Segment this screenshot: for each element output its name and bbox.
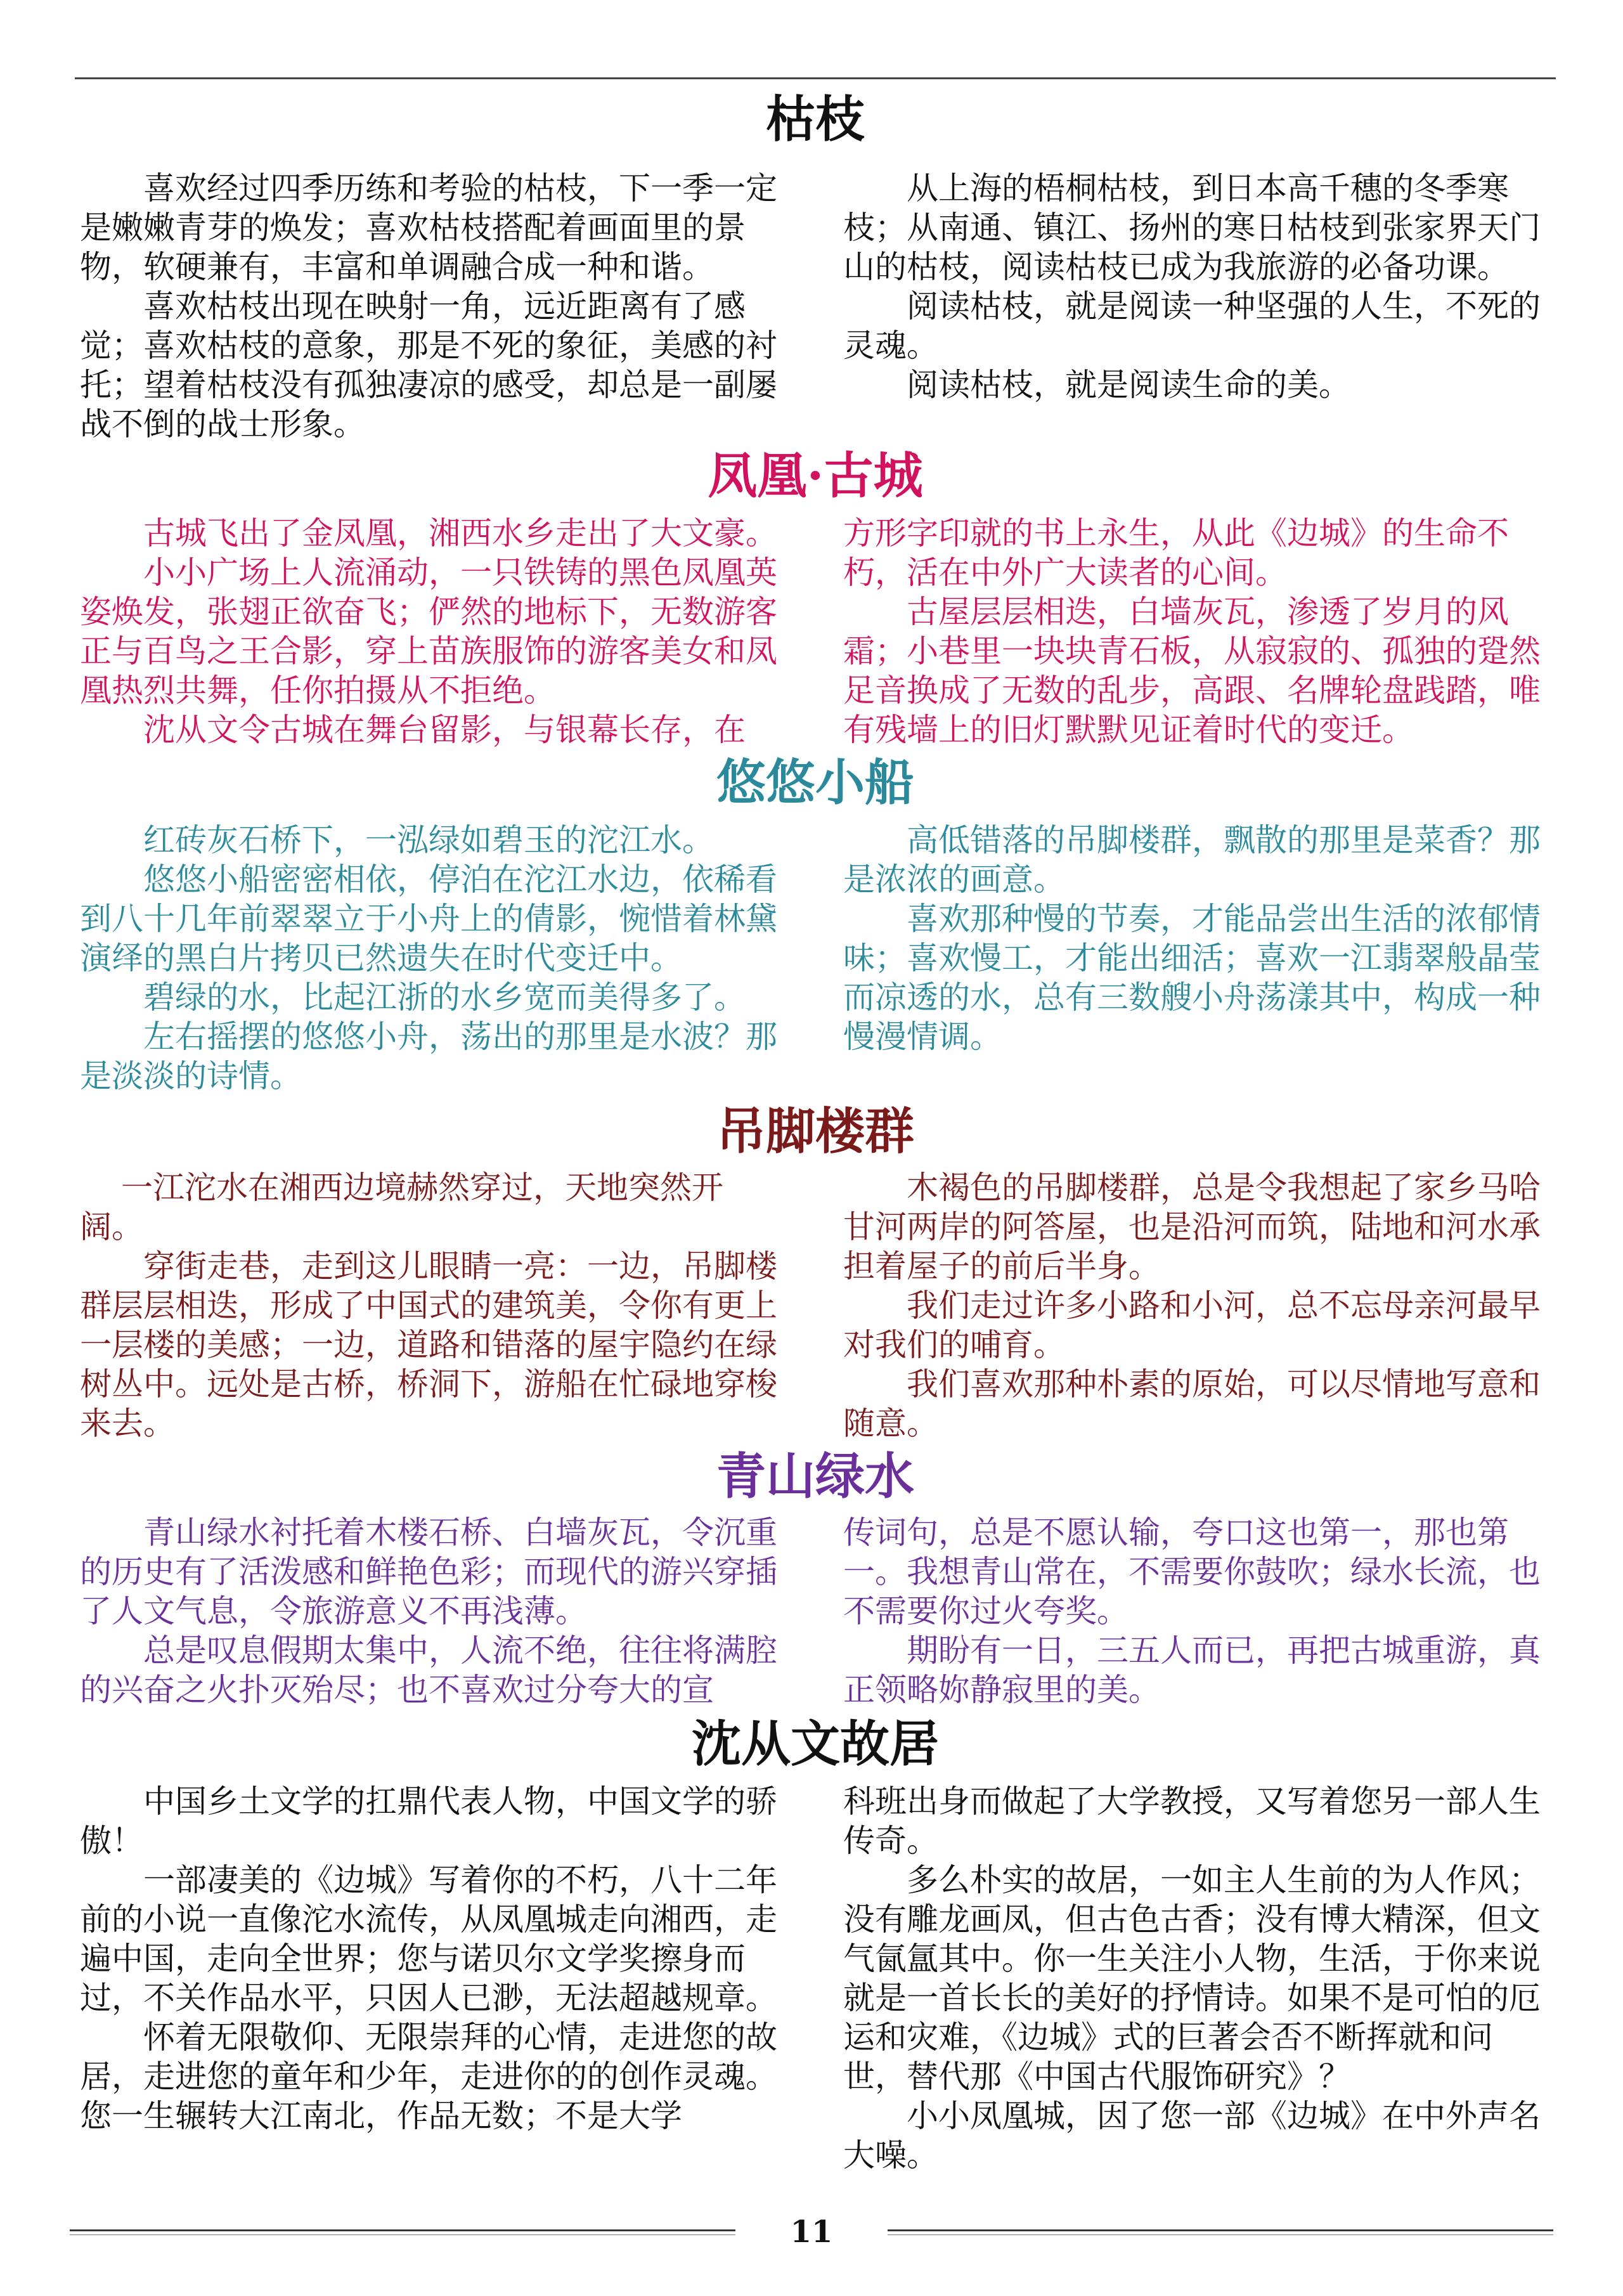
- section-title: 枯枝: [765, 91, 865, 148]
- paragraph: 科班出身而做起了大学教授，又写着您另一部人生传奇。: [843, 1783, 1541, 1859]
- section-diaojiao: [75, 1103, 1556, 1450]
- section-title: 吊脚楼群: [716, 1103, 914, 1160]
- paragraph: 悠悠小船密密相依，停泊在沱江水边，依稀看到八十几年前翠翠立于小舟上的倩影，惋惜着林黛演绎的黑白片拷贝已然遗失在时代变迁中。: [80, 861, 777, 976]
- paragraph: 左右摇摆的悠悠小舟，荡出的那里是水波？那是淡淡的诗情。: [80, 1018, 777, 1094]
- paragraph: 多么朴实的故居，一如主人生前的为人作风；没有雕龙画凤，但古色古香；没有博大精深，但文气氤氲其中。你一生关注小人物，生活，于你来说就是一首长长的美好的抒情诗。如果不是可怕的厄运和灾难，《边城》式的巨著会否不断挥就和问世，替代那《中国古代服饰研究》？: [843, 1862, 1541, 2095]
- right-column: [843, 820, 1541, 1056]
- paragraph: 高低错落的吊脚楼群，飘散的那里是菜香？那是浓浓的画意。: [843, 822, 1541, 898]
- paragraph: 喜欢枯枝出现在映射一角，远近距离有了感觉；喜欢枯枝的意象，那是不死的象征，美感的衬托；望着枯枝没有孤独凄凉的感受，却总是一副屡战不倒的战士形象。: [80, 288, 777, 443]
- paragraph: 阅读枯枝，就是阅读一种坚强的人生，不死的灵魂。: [843, 288, 1541, 364]
- paragraph: 一部凄美的《边城》写着你的不朽，八十二年前的小说一直像沱水流传，从凤凰城走向湘西，走遍中国，走向全世界；您与诺贝尔文学奖擦身而过，不关作品水平，只因人已渺，无法超越规章。: [80, 1862, 777, 2016]
- footer-rule-right: [888, 2229, 1553, 2231]
- left-column: [80, 1513, 777, 1709]
- paragraph: 青山绿水衬托着木楼石桥、白墙灰瓦，令沉重的历史有了活泼感和鲜艳色彩；而现代的游兴穿插了人文气息，令旅游意义不再浅薄。: [80, 1514, 777, 1630]
- paragraph: 古城飞出了金凤凰，湘西水乡走出了大文豪。: [143, 515, 777, 552]
- paragraph: 喜欢经过四季历练和考验的枯枝，下一季一定是嫩嫩青芽的焕发；喜欢枯枝搭配着画面里的景物，软硬兼有，丰富和单调融合成一种和谐。: [80, 170, 777, 285]
- right-column: [843, 169, 1541, 405]
- left-column: [80, 514, 777, 749]
- section-qingshan: [75, 1448, 1556, 1718]
- top-divider: [75, 77, 1556, 79]
- right-column: [843, 514, 1541, 749]
- paragraph: 阅读枯枝，就是阅读生命的美。: [907, 366, 1350, 403]
- section-shencongwen: [75, 1715, 1556, 2202]
- section-youyou: [75, 754, 1556, 1101]
- section-title: 悠悠小船: [716, 754, 914, 812]
- paragraph: 古屋层层相迭，白墙灰瓦，渗透了岁月的风霜；小巷里一块块青石板，从寂寂的、孤独的跫然足音换成了无数的乱步，高跟、名牌轮盘践踏，唯有残墙上的旧灯默默见证着时代的变迁。: [843, 593, 1541, 748]
- paragraph: 中国乡土文学的扛鼎代表人物，中国文学的骄傲！: [80, 1783, 777, 1859]
- left-column: [80, 169, 777, 444]
- paragraph: 木褐色的吊脚楼群，总是令我想起了家乡马哈甘河两岸的阿答屋，也是沿河而筑，陆地和河水承担着屋子的前后半身。: [843, 1169, 1541, 1285]
- section-fenghuang: [75, 447, 1556, 749]
- right-column: [843, 1168, 1541, 1443]
- right-column: [843, 1782, 1541, 2175]
- section-title: 沈从文故居: [691, 1715, 939, 1773]
- paragraph: 喜欢那种慢的节奏，才能品尝出生活的浓郁情味；喜欢慢工，才能出细活；喜欢一江翡翠般晶莹而凉透的水，总有三数艘小舟荡漾其中，构成一种慢漫情调。: [843, 900, 1541, 1055]
- paragraph: 总是叹息假期太集中，人流不绝，往往将满腔的兴奋之火扑灭殆尽；也不喜欢过分夸大的宣: [80, 1632, 777, 1708]
- paragraph: 从上海的梧桐枯枝，到日本高千穗的冬季寒枝；从南通、镇江、扬州的寒日枯枝到张家界天门山的枯枝，阅读枯枝已成为我旅游的必备功课。: [843, 170, 1541, 285]
- paragraph: 期盼有一日，三五人而已，再把古城重游，真正领略妳静寂里的美。: [843, 1632, 1541, 1708]
- paragraph: 我们走过许多小路和小河，总不忘母亲河最早对我们的哺育。: [843, 1287, 1541, 1363]
- right-column: [843, 1513, 1541, 1709]
- paragraph: 穿街走巷，走到这儿眼睛一亮：一边，吊脚楼群层层相迭，形成了中国式的建筑美，令你有更上一层楼的美感；一边，道路和错落的屋宇隐约在绿树丛中。远处是古桥，桥洞下，游船在忙碌地穿梭来去。: [80, 1248, 777, 1442]
- section-title: 凤凰·古城: [708, 447, 923, 505]
- paragraph: 方形字印就的书上永生，从此《边城》的生命不朽，活在中外广大读者的心间。: [843, 515, 1509, 591]
- paragraph: 沈从文令古城在舞台留影，与银幕长存，在: [143, 711, 746, 748]
- paragraph: 碧绿的水，比起江浙的水乡宽而美得多了。: [143, 979, 746, 1016]
- footer-rule-left-thin: [70, 2234, 735, 2235]
- left-column: [80, 1782, 777, 2136]
- footer-rule-right-thin: [888, 2234, 1553, 2235]
- left-column: [80, 1168, 777, 1443]
- section-title: 青山绿水: [716, 1448, 914, 1505]
- paragraph: 一江沱水在湘西边境赫然穿过，天地突然开阔。: [80, 1169, 723, 1245]
- section-kuzhi: [75, 91, 1556, 450]
- footer-rule-left: [70, 2229, 735, 2231]
- paragraph: 小小凤凰城，因了您一部《边城》在中外声名大噪。: [843, 2098, 1541, 2174]
- paragraph: 我们喜欢那种朴素的原始，可以尽情地写意和随意。: [843, 1366, 1541, 1442]
- left-column: [80, 820, 777, 1096]
- paragraph: 怀着无限敬仰、无限崇拜的心情，走进您的故居，走进您的童年和少年，走进你的的创作灵魂。您一生辗转大江南北，作品无数；不是大学: [80, 2019, 777, 2134]
- page-number: 11: [790, 2214, 833, 2250]
- paragraph: 小小广场上人流涌动，一只铁铸的黑色凤凰英姿焕发，张翅正欲奋飞；俨然的地标下，无数游客正与百鸟之王合影，穿上苗族服饰的游客美女和凤凰热烈共舞，任你拍摄从不拒绝。: [80, 554, 777, 709]
- paragraph: 传词句，总是不愿认输，夸口这也第一，那也第一。我想青山常在，不需要你鼓吹；绿水长流，也不需要你过火夸奖。: [843, 1514, 1541, 1630]
- paragraph: 红砖灰石桥下，一泓绿如碧玉的沱江水。: [143, 822, 714, 859]
